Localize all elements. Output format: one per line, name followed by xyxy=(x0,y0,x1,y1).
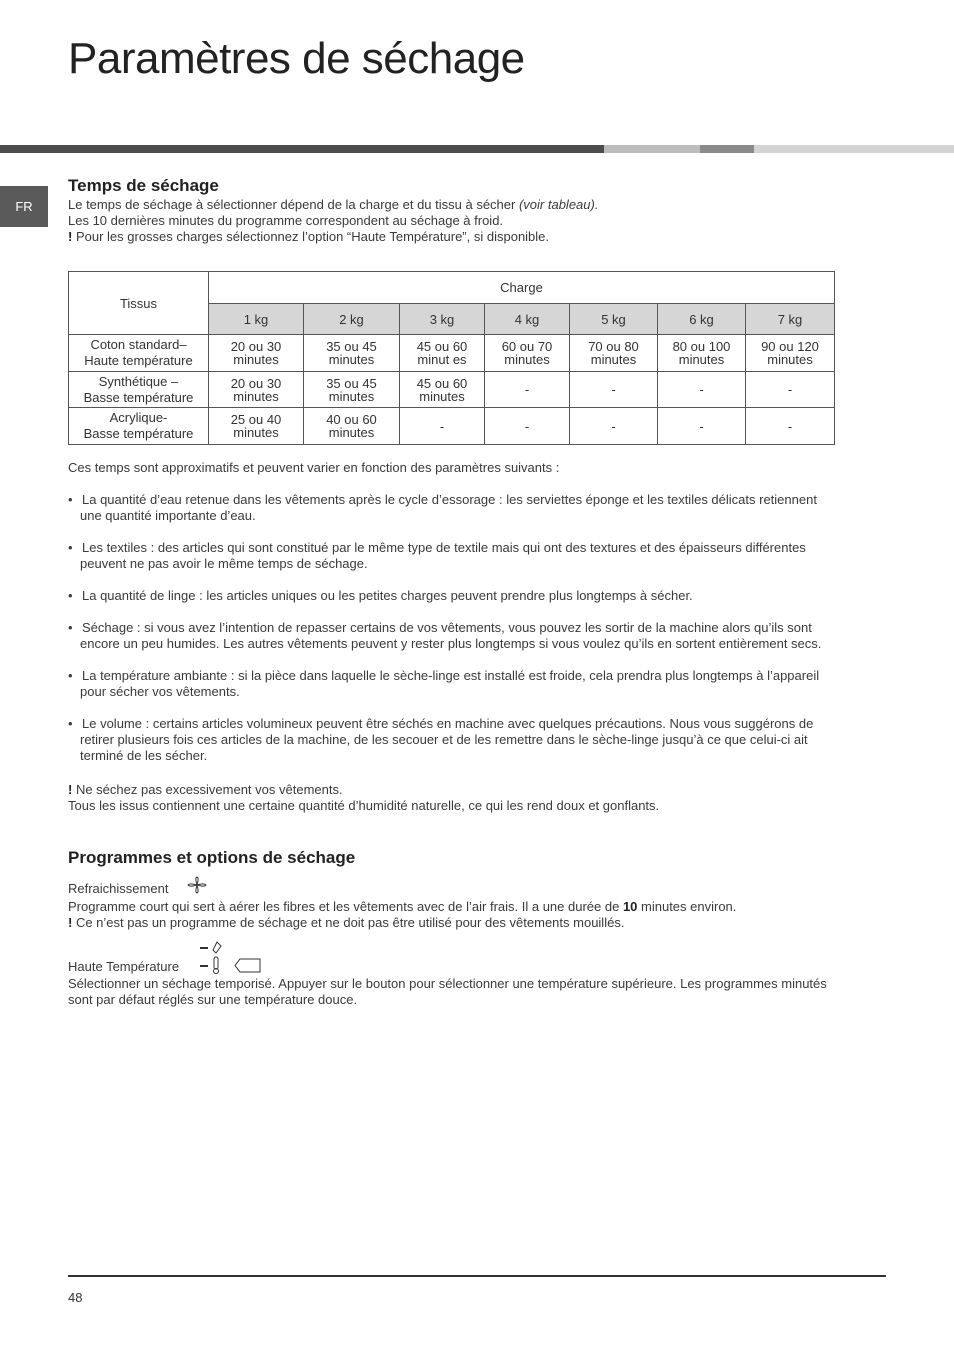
time-cell-line: - xyxy=(439,418,445,434)
header-rule-pale xyxy=(754,145,954,153)
time-cell xyxy=(746,408,835,445)
table-row xyxy=(69,372,835,408)
warning-line-1 xyxy=(68,782,888,798)
factor-text-line: une quantité importante d’eau. xyxy=(80,508,256,523)
time-cell xyxy=(209,335,304,372)
time-cell-line: - xyxy=(699,382,704,397)
high-temp-line-2: sont par défaut réglés sur une température douce. xyxy=(68,992,358,1007)
bullet-dot: • xyxy=(68,588,73,603)
factor-text-line: La quantité de linge : les articles uniques ou les petites charges peuvent prendre plus longtemps à sécher. xyxy=(82,588,693,603)
factor-text-line: La température ambiante : si la pièce dans laquelle le sèche-linge est installé est froide, cela prendra plus longtemps à l’appareil xyxy=(82,668,820,683)
time-cell xyxy=(400,372,485,408)
factor-text-line: Séchage : si vous avez l’intention de repasser certains de vos vêtements, vous pouvez les sortir de la machine alors qu’ils sont xyxy=(82,620,812,635)
fabric-label-line: Coton standard– xyxy=(90,337,187,352)
high-temp-block xyxy=(68,938,888,1008)
refresh-duration: 10 xyxy=(622,899,638,914)
factor-list-item xyxy=(68,540,888,572)
time-cell-line: 25 ou 40 xyxy=(230,412,282,427)
page-number: 48 xyxy=(68,1290,83,1305)
bullet-dot: • xyxy=(68,540,73,555)
fabric-label-line: Basse température xyxy=(83,389,194,405)
header-tissus: Tissus xyxy=(69,272,209,335)
time-cell xyxy=(400,335,485,372)
fabric-cell xyxy=(69,372,209,408)
time-cell xyxy=(485,335,570,372)
time-cell-line: 20 ou 30 xyxy=(230,339,282,354)
refresh-line-2 xyxy=(68,915,888,931)
header-charge: Charge xyxy=(209,272,835,304)
fabric-label-line: Acrylique- xyxy=(109,410,168,425)
time-cell-line: - xyxy=(699,418,704,434)
notes-intro: Ces temps sont approximatifs et peuvent varier en fonction des paramètres suivants : xyxy=(68,460,560,475)
time-cell-line: 70 ou 80 xyxy=(588,339,639,354)
time-cell xyxy=(570,335,658,372)
refresh-title: Refraichissement xyxy=(68,881,169,896)
header-load-3kg: 3 kg xyxy=(400,304,485,335)
tag-icon xyxy=(234,958,262,978)
table-row xyxy=(69,408,835,445)
intro-line-3 xyxy=(68,229,888,245)
bullet-dot: • xyxy=(68,668,73,683)
section-drying-time xyxy=(68,176,888,245)
section-programs xyxy=(68,848,888,868)
time-cell xyxy=(209,408,304,445)
time-cell-line: minutes xyxy=(419,388,465,404)
factor-list-item xyxy=(68,668,888,700)
fabric-label-line: Haute température xyxy=(84,353,193,368)
factor-text-line: retirer plusieurs fois ces articles de la machine, de les secouer et de les remettre dans le sèche-linge jusqu’à ce que celui-ci ait xyxy=(80,732,808,747)
header-load-1kg: 1 kg xyxy=(209,304,304,335)
header-load-4kg: 4 kg xyxy=(485,304,570,335)
factor-text-line: peuvent ne pas avoir le même temps de séchage. xyxy=(80,556,368,571)
factor-text-line: Le volume : certains articles volumineux peuvent être séchés en machine avec quelques précautions. Nous vous suggérons de xyxy=(82,716,814,731)
fabric-label-line: Basse température xyxy=(83,426,194,441)
intro-line-1 xyxy=(68,197,888,213)
time-cell xyxy=(400,408,485,445)
time-cell xyxy=(658,335,746,372)
factor-text-line: encore un peu humides. Les autres vêtements peuvent y rester plus longtemps si vous voulez qu’ils en sortent entièrement secs. xyxy=(80,636,822,651)
table-reference: (voir tableau). xyxy=(518,197,599,212)
time-cell xyxy=(209,372,304,408)
time-cell xyxy=(304,335,400,372)
time-cell-line: minutes xyxy=(233,425,279,440)
bullet-dot: • xyxy=(68,492,73,507)
time-cell xyxy=(658,408,746,445)
time-cell-line: - xyxy=(524,382,530,397)
time-cell xyxy=(570,372,658,408)
factor-text-line: terminé de les sécher. xyxy=(80,748,208,763)
intro-line-2: Les 10 dernières minutes du programme correspondent au séchage à froid. xyxy=(68,213,504,228)
time-cell-line: minutes xyxy=(328,352,375,367)
time-cell xyxy=(485,408,570,445)
time-cell-line: - xyxy=(787,382,793,397)
time-cell-line: 60 ou 70 xyxy=(501,339,553,354)
factor-text-line: Les textiles : des articles qui sont constitué par le même type de textile mais qui ont des textures et des épaisseurs différentes xyxy=(82,540,806,555)
time-cell xyxy=(570,408,658,445)
time-cell-line: - xyxy=(611,418,616,434)
fan-icon xyxy=(187,876,207,898)
time-cell-line: 40 ou 60 xyxy=(326,412,377,427)
header-load-7kg: 7 kg xyxy=(746,304,835,335)
header-load-5kg: 5 kg xyxy=(570,304,658,335)
header-rule-dark xyxy=(0,145,604,153)
time-cell-line: minutes xyxy=(678,352,725,367)
refresh-line-1 xyxy=(68,899,888,915)
high-temp-line-1: Sélectionner un séchage temporisé. Appuyer sur le bouton pour sélectionner une température supérieure. Les programmes minutés xyxy=(68,976,827,991)
table-row xyxy=(69,335,835,372)
time-cell-line: minutes xyxy=(590,352,637,367)
fabric-cell xyxy=(69,335,209,372)
time-cell-line: minutes xyxy=(767,352,813,367)
time-cell xyxy=(746,372,835,408)
time-cell-line: minutes xyxy=(328,425,375,440)
time-cell xyxy=(304,408,400,445)
time-cell-line: 45 ou 60 xyxy=(416,339,468,354)
time-cell-line: 35 ou 45 xyxy=(326,339,377,354)
time-cell-line: 20 ou 30 xyxy=(230,375,282,391)
temperature-icon xyxy=(198,940,226,978)
warning-block xyxy=(68,782,888,814)
refresh-block xyxy=(68,875,888,931)
intro-line-1-text: Le temps de séchage à sélectionner dépend de la charge et du tissu à sécher xyxy=(68,197,519,212)
drying-time-table xyxy=(68,271,835,445)
warning-mark: ! xyxy=(68,782,73,797)
time-cell xyxy=(658,372,746,408)
warning-mark: ! xyxy=(68,229,73,244)
factor-text-line: pour sécher vos vêtements. xyxy=(80,684,240,699)
language-tab: FR xyxy=(0,186,48,227)
fabric-cell xyxy=(69,408,209,445)
warning-text: Ne séchez pas excessivement vos vêtements. xyxy=(72,782,343,797)
page-title: Paramètres de séchage xyxy=(68,34,525,83)
factor-text-line: La quantité d’eau retenue dans les vêtements après le cycle d’essorage : les serviettes éponge et les textiles délicats retiennent xyxy=(82,492,817,507)
intro-line-3-text: Pour les grosses charges sélectionnez l’option “Haute Température”, si disponible. xyxy=(72,229,550,244)
table-body xyxy=(69,335,835,445)
factor-list-item xyxy=(68,716,888,764)
time-cell-line: 90 ou 120 xyxy=(761,339,819,354)
factor-list-item xyxy=(68,492,888,524)
header-rule-mid xyxy=(700,145,754,153)
time-cell xyxy=(485,372,570,408)
refresh-warning-text: Ce n’est pas un programme de séchage et ne doit pas être utilisé pour des vêtements mouillés. xyxy=(72,915,625,930)
time-cell xyxy=(746,335,835,372)
bullet-dot: • xyxy=(68,716,73,731)
time-cell-line: minut es xyxy=(417,352,467,367)
header-rule-light xyxy=(604,145,700,153)
time-cell-line: minutes xyxy=(233,352,279,367)
section-heading-programs: Programmes et options de séchage xyxy=(68,848,356,867)
time-cell-line: 45 ou 60 xyxy=(416,375,468,391)
warning-mark: ! xyxy=(68,915,73,930)
fabric-label-line: Synthétique – xyxy=(98,373,179,389)
section-heading-drying-time: Temps de séchage xyxy=(68,176,219,195)
factor-list-item xyxy=(68,588,888,604)
refresh-text-c: minutes environ. xyxy=(637,899,737,914)
bullet-dot: • xyxy=(68,620,73,635)
time-cell-line: 80 ou 100 xyxy=(672,339,731,354)
time-cell-line: - xyxy=(787,418,793,434)
refresh-text-a: Programme court qui sert à aérer les fibres et les vêtements avec de l’air frais. Il a une durée de xyxy=(68,899,623,914)
time-cell-line: minutes xyxy=(233,388,279,404)
high-temp-title: Haute Température xyxy=(68,959,180,974)
footer-rule xyxy=(68,1275,886,1277)
time-cell-line: minutes xyxy=(328,388,375,404)
time-cell-line: 35 ou 45 xyxy=(326,375,377,391)
time-cell-line: - xyxy=(611,382,616,397)
header-load-2kg: 2 kg xyxy=(304,304,400,335)
time-cell-line: minutes xyxy=(504,352,550,367)
warning-line-2: Tous les issus contiennent une certaine quantité d’humidité naturelle, ce qui les rend doux et gonflants. xyxy=(68,798,660,813)
header-load-6kg: 6 kg xyxy=(658,304,746,335)
time-cell xyxy=(304,372,400,408)
factor-list-item xyxy=(68,620,888,652)
time-cell-line: - xyxy=(524,418,530,434)
